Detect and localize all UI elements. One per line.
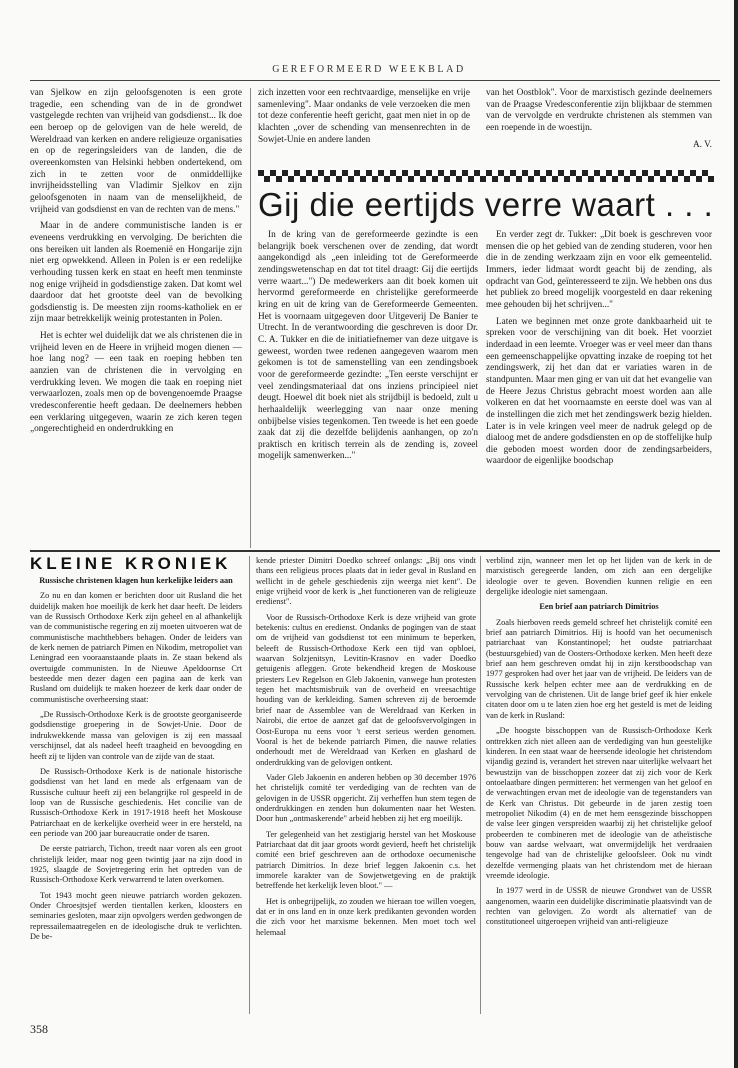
paragraph: De Russisch-Orthodoxe Kerk is de nationale historische godsdienst van het land en mede als erfgenaam van de Russische cultuur heeft zij een belangrijke rol gespeeld in de loop van de Russische geschiedenis. Het concilie van de Russisch-Orthodoxe Kerk in 1917-1918 heeft het Moskouse Patriarchaat en de kerkelijke overheid weer in ere hersteld, na een periode van 200 jaar bureaucratie onder de tsaren.	[30, 766, 242, 838]
kroniek-col1	[30, 576, 242, 1014]
column-divider	[250, 88, 251, 548]
paragraph: En verder zegt dr. Tukker: „Dit boek is geschreven voor mensen die op het gebied van de zending studeren, voor hen die in de zending werkzaam zijn en voor elk gemeentelid. Immers, ieder lidmaat wordt geacht bij de zending, als opdracht van God, geïnteresseerd te zijn. We hebben ons dus het publiek zo breed mogelijk voorgesteld en daar rekening mee gehouden bij het schrijven..."	[486, 230, 712, 310]
paragraph: In de kring van de gereformeerde gezindte is een belangrijk boek verschenen over de zending, dat wordt aangekondigd als „een inleiding tot de Gereformeerde zendingswetenschap en dat tot titel draagt: Gij die eertijds verre waart...") De medewerkers aan dit boek komen uit hervormd gereformeerde en christelijke gereformeerde kring en uit de kring van de Gereformeerde Gemeenten. Het is voornaam uitgegeven door Uitgeverij De Banier te Utrecht. In de verantwoording die geschreven is door Dr. C. A. Tukker en die de initiatiefnemer van deze uitgave is geweest, worden twee redenen aangegeven waarom men gekomen is tot de samenstelling van een zendingsboek voor de gereformeerde gezindte: „Ten eerste verschijnt er veel zendingsmateriaal dat ons inziens principieel niet deugt. Hoewel dit boek niet als strijdbijl is bedoeld, zult u herhaaldelijk weerlegging van naar onze mening onbijbelse visies tegenkomen. Ten tweede is het een goede zaak dat zij die dezelfde belijdenis aanhangen, op zo'n praktisch en kritisch terrein als de zending is, zoveel mogelijk samenwerken..."	[258, 230, 478, 462]
kroniek-col3	[486, 556, 712, 1014]
feature-col-left	[258, 230, 478, 548]
paragraph: zich inzetten voor een rechtvaardige, menselijke en vrije samenleving". Maar ondanks de vele verzoeken die men tot deze conferentie heeft gericht, gaat men niet in op de klachten „over de schending van mensenrechten in de Sowjet-Unie en andere landen	[258, 88, 470, 145]
section-title: KLEINE KRONIEK	[30, 554, 232, 573]
paragraph: Zo nu en dan komen er berichten door uit Rusland die het duidelijk maken hoe moeilijk de kerk het daar heeft. De leiders van de Russisch Orthodoxe Kerk zijn geheel en al afhankelijk van de communistische regering en zij moeten uitvoeren wat de communistische machthebbers behagen. Onder de leiders van de kerk nemen de patriarch Pimen en Nikodim, metropoliet van Leningrad een vooraanstaande plaats in. Ze staan bekend als overtuigde communisten. In de Nieuwe Apeldoornse Crt besteedde men dezer dagen een pagina aan de kerk van Rusland om duidelijk te maken hoezeer de kerk daar onder de communistische overheersing staat:	[30, 591, 242, 704]
paragraph: Voor de Russisch-Orthodoxe Kerk is deze vrijheid van grote betekenis: cultus en eredienst. Ondanks de pogingen van de staat om de vrijheid van godsdienst tot een minimum te beperken, beleeft de Russisch-Orthodoxe Kerk een tijd van opbloei, waarvan Solzjenitsyn, Levitin-Krasnov en vader Doedko getuigenis afleggen. Grote bekendheid kregen de Moskouse priesters Lev Regelson en Gleb Jakoenin, vanwege hun protesten tegen het machtsmisbruik van de overheid en vreesachtige houding van de kerkleiding. Samen schreven zij de beroemde brief naar de Assemblee van de Wereldraad van Kerken in Nairobi, die ertoe de aanzet gaf dat de geloofsvervolgingen in Oost-Europa nu eens voor 't eerst serieus werden genomen. Vooral is het de bekende patriarch Pimen, die nauwe relaties onderhoudt met de Wereldraad van Kerken en glashard de onderdrukking van de gelovigen ontkent.	[256, 612, 476, 767]
paragraph: De eerste patriarch, Tichon, treedt naar voren als een groot christelijk leider, maar nog geen twintig jaar na zijn dood in 1925, slaagde de Sovjetregering erin het optreden van de Russisch-Orthodoxe Kerk verwarrend te laten overkomen.	[30, 844, 242, 885]
paragraph: van Sjelkow en zijn geloofsgenoten is een grote tragedie, een schending van de in de grondwet vastgelegde rechten van vrijheid van godsdienst... Ik doe een beroep op de gelovigen van de hele wereld, de Wereldraad van kerken en andere religieuze organisaties en op de regeringsleiders van de landen, die de overeenkomsten van Helsinki hebben ondertekend, om zich in te zetten voor de onmiddellijke invrijheidsstelling van Vladimir Sjelkov en zijn geloofsgenoten in naam van de menselijkheid, de vrijheid van godsdienst en van de rechten van de mens."	[30, 88, 242, 215]
paragraph: Het is echter wel duidelijk dat we als christenen die in vrijheid leven en de Heere in vrijheid mogen dienen — hoe lang nog? — een taak en roeping hebben ten aanzien van de christenen die in vervolging en verdrukking leven. We mogen die taak en roeping niet verwaarlozen, zoals men op de bovengenoemde Praagse vredesconferentie heeft gedaan. De deelnemers hebben een verklaring uitgegeven, waarin ze zich keren tegen „ongerechtigheid en onderdrukking en	[30, 331, 242, 435]
paragraph: Tot 1943 mocht geen nieuwe patriarch worden gekozen. Onder Chroesjtsjef werden tientallen kerken, kloosters en seminaries gesloten, maar zijn opvolgers werden gedwongen de repressailemaatregelen en de ideologische druk te verlichten. De be-	[30, 890, 242, 941]
article-title: Gij die eertijds verre waart . . .	[258, 186, 714, 223]
header-rule	[30, 80, 720, 81]
author-signature: A. V.	[692, 139, 712, 150]
paragraph: „De Russisch-Orthodoxe Kerk is de grootste georganiseerde godsdienstige groepering in de Sowjet-Unie. Door de indrukwekkende massa van gelovigen is zij een massaal verschijnsel, dat als nadeel heeft traagheid en bevoogding en heeft zij te lijden van controle van de zijde van de staat.	[30, 710, 242, 761]
feature-col-right	[486, 230, 712, 548]
checkered-border	[258, 176, 714, 182]
running-header: GEREFORMEERD WEEKBLAD	[272, 64, 466, 75]
paragraph: „De hoogste bisschoppen van de Russisch-Orthodoxe Kerk onttrekken zich niet alleen aan de verdediging van hun geestelijke kinderen. In een staat waar de heersende ideologie het christendom vijandig gezind is, verandert het streven naar uiterlijke welvaart het bewustzijn van de bisschoppen zozeer dat zij zich voor de Kerk ontoelaatbare dingen permitteren: het vermengen van het geloof en de verwachtingen ervan met de ideologie van de tegenstanders van de Kerk van Christus. Dit gebeurde in de jaren zestig toen metropoliet Nikodim (4) en de met hem eensgezinde bisschoppen de valse leer gingen verspreiden waarbij zij het christelijke geloof probeerden te combineren met de ideologie van de atheïstische bouw van aardse welvaart, wat onvermijdelijk het verdraaien tengevolge had van de christelijke geloofsleer. Ook nu vindt dezelfde vermenging plaats van het christendom met de hieraan vreemde ideologie.	[486, 726, 712, 880]
kroniek-col2	[256, 556, 476, 1014]
top-article-col1	[30, 88, 242, 548]
column-divider	[480, 556, 481, 1014]
section-divider	[30, 550, 720, 552]
subheading: Een brief aan patriarch Dimitrios	[539, 602, 659, 612]
paragraph: Vader Gleb Jakoenin en anderen hebben op 30 december 1976 het christelijk comité ter verdediging van de rechten van de gelovigen in de USSR opgericht. Zij verheffen hun stem tegen de onderdrukkingen en zenden hun dokumenten naar het Westen. Door hun „ontmaskerende" arbeid hebben zij het erg moeilijk.	[256, 772, 476, 824]
top-article-col3	[486, 88, 712, 168]
scan-edge	[734, 0, 738, 1068]
paragraph: Het is onbegrijpelijk, zo zouden we hieraan toe willen voegen, dat er in ons land en in onze kerk predikanten gevonden worden die zich voor het marxisme bekennen. Men moet toch wel helemaal	[256, 896, 476, 937]
subheading: Russische christenen klagen hun kerkelijke leiders aan	[39, 576, 233, 585]
paragraph: Laten we beginnen met onze grote dankbaarheid uit te spreken voor de verschijning van dit boek. Het voorziet inderdaad in een leemte. Vroeger was er veel meer dan thans een gemeenschappelijke opvatting inzake de roeping tot het zendingswerk, zij het dan dat er variaties waren in de standpunten. Maar men ging er van uit dat het evangelie van de Heere Jezus Christus gebracht moest worden aan alle volkeren en dat het voornaamste en eerste doel was van al de instellingen die zich met het zendingswerk bezig hielden. Later is in vele kringen veel meer de nadruk gelegd op de dialoog met de andere godsdiensten en op de stoffelijke hulp die geboden moest worden door de zendingsarbeiders, waardoor de eigenlijke boodschap	[486, 316, 712, 467]
paragraph: In 1977 werd in de USSR de nieuwe Grondwet van de USSR aangenomen, waarin een duidelijke discriminatie plaatsvindt van de rechten van gelovigen. Zo wordt als alternatief van de constitutioneel uitgeroepen vrijheid van anti-religieuze	[486, 886, 712, 927]
page-number: 358	[30, 1022, 48, 1036]
paragraph: van het Oostblok". Voor de marxistisch gezinde deelnemers van de Praagse Vredesconferentie zijn blijkbaar de stemmen van de vervolgde en verdrukte christenen als stemmen van een roepende in de woestijn.	[486, 88, 712, 133]
paragraph: Ter gelegenheid van het zestigjarig herstel van het Moskouse Patriarchaat dat dit jaar groots wordt gevierd, heeft het christelijk comité een brief geschreven aan de orthodoxe oecumenische patriarch Dimitrios. In deze brief leggen Jakoenin c.s. het immorele karakter van de Sowjetwetgeving en de praktijk betreffende het kerkelijk leven bloot." —	[256, 829, 476, 891]
paragraph: verblind zijn, wanneer men let op het lijden van de kerk in de marxistisch geregeerde landen, om zich aan een dergelijke ideologie over te geven. Bovendien kunnen religie en een dergelijke ideologie niet samengaan.	[486, 556, 712, 597]
paragraph: kende priester Dimitri Doedko schreef onlangs: „Bij ons vindt thans een religieus proces plaats dat in ieder geval in Rusland en wellicht in de gehele geschiedenis zijn weerga niet kent". De enige vrijheid voor de kerk is „het functioneren van de religieuze eredienst".	[256, 556, 476, 607]
paragraph: Maar in de andere communistische landen is er eveneens verdrukking en vervolging. De berichten die ons bereiken uit landen als Roemenië en Hongarije zijn niet erg opwekkend. Alleen in Polen is er een redelijke verhouding tussen kerk en staat en heeft men tenminste nog enige vrijheid in godsdienstige zaken. Dat komt wel daardoor dat het grootste deel van de bevolking godsdienstig is. De meesten zijn rooms-katholiek en er zijn maar betrekkelijk weinig protestanten in Polen.	[30, 221, 242, 325]
paragraph: Zoals hierboven reeds gemeld schreef het christelijk comité een brief aan patriarch Dimitrios. Hij is hoofd van het oecumenisch patriarchaat van Konstantinopel; het oudste patriarchaat (bestuursgebied) van de Oosters-Orthodoxe kerken. Men heeft deze brief aan hem geschreven omdat hij in zijn kerstboodschap van 1977 gesproken had over het jaar van de vrijheid. De leiders van de Russische kerk helpen echter mee aan de verdrukking en de vervolging van de christenen. Uit de lange brief geef ik hier enkele citaten door om u te laten zien hoe erg het gesteld is met de leiding van de kerk in Rusland:	[486, 617, 712, 720]
column-divider	[249, 556, 250, 1014]
top-article-col2	[258, 88, 470, 166]
